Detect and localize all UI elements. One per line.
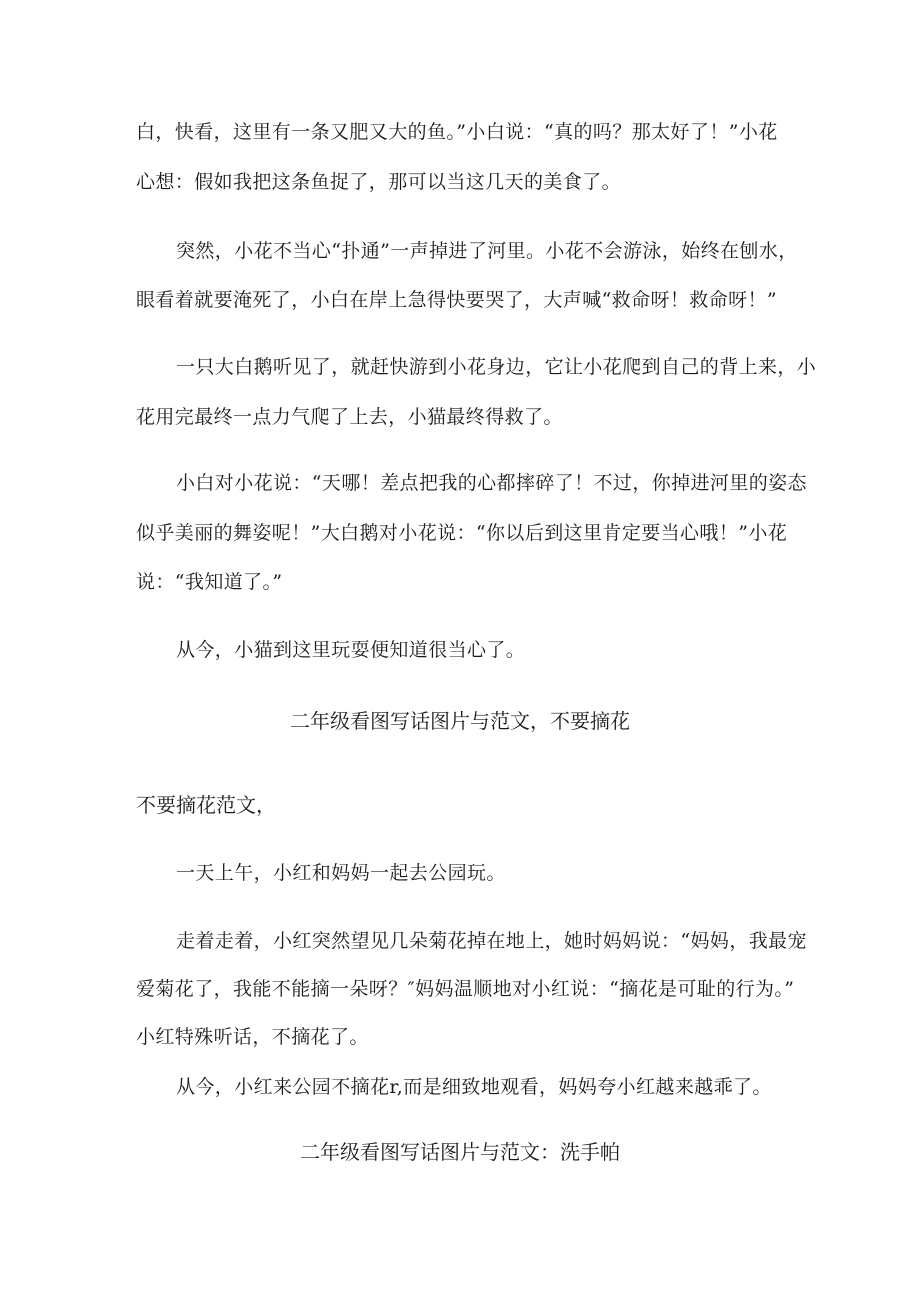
paragraph-line: 一只大白鹅听见了，就赶快游到小花身边，它让小花爬到自己的背上来，小	[176, 356, 817, 378]
paragraph-line: 走着走着，小红突然望见几朵菊花掉在地上，她时妈妈说：“妈妈，我最宠	[176, 930, 807, 952]
section-subheading: 不要摘花范文，	[136, 793, 276, 817]
section-heading: 二年级看图写话图片与范文：洗手帕	[300, 1140, 620, 1164]
paragraph-line: 一天上午，小红和妈妈一起去公园玩。	[176, 862, 506, 884]
paragraph-line: 小白对小花说：“天哪！差点把我的心都摔碎了！不过，你掉进河里的姿态	[176, 472, 807, 494]
paragraph-line: 似乎美丽的舞姿呢！”大白鹅对小花说：“你以后到这里肯定要当心哦！”小花	[136, 522, 788, 544]
paragraph-line: 从今，小猫到这里玩耍便知道很当心了。	[176, 639, 526, 661]
paragraph-line: 花用完最终一点力气爬了上去，小猫最终得救了。	[136, 406, 563, 428]
paragraph-line: 心想：假如我把这条鱼捉了，那可以当这几天的美食了。	[136, 171, 622, 193]
section-heading: 二年级看图写话图片与范文，不要摘花	[290, 709, 630, 733]
paragraph-line: 眼看着就要淹死了，小白在岸上急得快要哭了，大声喊“救命呀！救命呀！”	[136, 289, 778, 311]
paragraph-line: 突然，小花不当心“扑通”一声掉进了河里。小花不会游泳，始终在刨水，	[176, 240, 798, 262]
paragraph-line: 小红特殊听话，不摘花了。	[136, 1026, 369, 1048]
paragraph-line: 说：“我知道了。”	[136, 571, 283, 593]
paragraph-line: 从今，小红来公园不摘花r,而是细致地观看，妈妈夸小红越来越乖了。	[176, 1076, 772, 1098]
paragraph-line: 爱菊花了，我能不能摘一朵呀？″妈妈温顺地对小红说：“摘花是可耻的行为。”	[136, 978, 795, 1000]
paragraph-line: 白，快看，这里有一条又肥又大的鱼。”小白说：“真的吗？那太好了！”小花	[136, 121, 778, 143]
